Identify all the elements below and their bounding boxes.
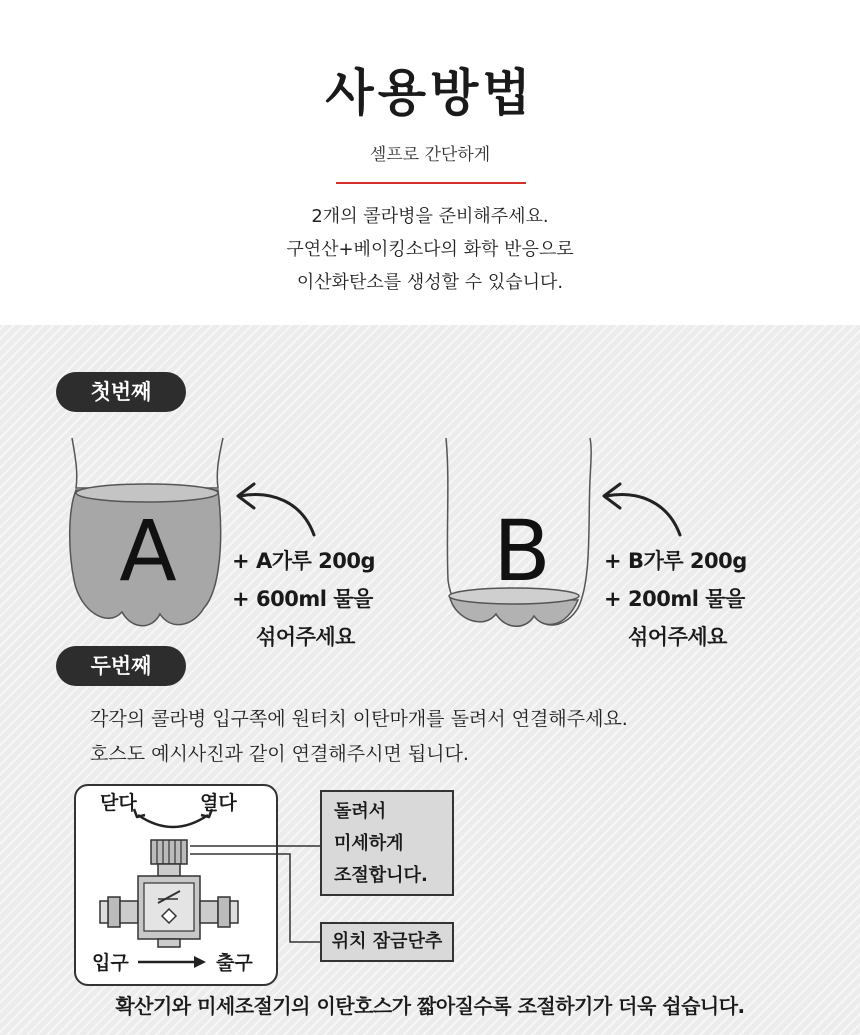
step2-badge: 두번째 (56, 646, 186, 686)
bottle-b-illustration (438, 430, 598, 635)
accent-divider (336, 182, 526, 184)
leader-lines (190, 840, 330, 950)
adjust-callout (320, 790, 454, 896)
ingredient-line: 섞어주세요 (628, 625, 727, 649)
callout-line: 조절합니다. (334, 865, 428, 886)
ingredient-line: 600ml 물을 (256, 587, 373, 611)
arrow-b-icon (598, 480, 693, 540)
bottle-b-letter: B (493, 502, 551, 600)
plus-icon: + (604, 549, 622, 573)
step2-line: 각각의 콜라병 입구쪽에 원터치 이탄마개를 돌려서 연결해주세요. (90, 708, 628, 730)
ingredient-line: A가루 200g (256, 549, 376, 573)
ingredient-line: 섞어주세요 (256, 625, 355, 649)
inlet-label: 입구 (92, 952, 129, 974)
header-section (0, 0, 860, 325)
bottle-a-letter: A (119, 502, 177, 600)
step1-badge: 첫번째 (56, 372, 186, 412)
callout-line: 돌려서 (334, 801, 387, 822)
rotate-arrow-icon (128, 805, 218, 835)
bottle-a-illustration (60, 430, 235, 635)
intro-line: 2개의 콜라병을 준비해주세요. (311, 206, 549, 227)
ingredient-line: B가루 200g (628, 549, 747, 573)
footer-note: 확산기와 미세조절기의 이탄호스가 짧아질수록 조절하기가 더욱 쉽습니다. (115, 994, 745, 1018)
step2-line: 호스도 예시사진과 같이 연결해주시면 됩니다. (90, 743, 469, 765)
callout-line: 미세하게 (334, 833, 404, 854)
intro-line: 구연산+베이킹소다의 화학 반응으로 (286, 239, 574, 260)
plus-icon: + (232, 549, 250, 573)
step2-text (90, 702, 628, 772)
intro-line: 이산화탄소를 생성할 수 있습니다. (296, 272, 564, 293)
lock-button-callout: 위치 잠금단추 (320, 922, 454, 962)
page-title: 사용방법 (325, 64, 535, 122)
bottle-a-instructions (232, 542, 375, 656)
plus-icon: + (232, 587, 250, 611)
page-subtitle: 셀프로 간단하게 (369, 145, 491, 165)
arrow-a-icon (232, 480, 327, 540)
intro-text (0, 200, 860, 299)
outlet-label: 출구 (216, 952, 253, 974)
close-label: 닫다 (100, 792, 137, 814)
ingredient-line: 200ml 물을 (628, 587, 745, 611)
open-label: 열다 (200, 792, 237, 814)
bottle-b-instructions (604, 542, 747, 656)
flow-arrow-icon (138, 954, 208, 970)
plus-icon: + (604, 587, 622, 611)
